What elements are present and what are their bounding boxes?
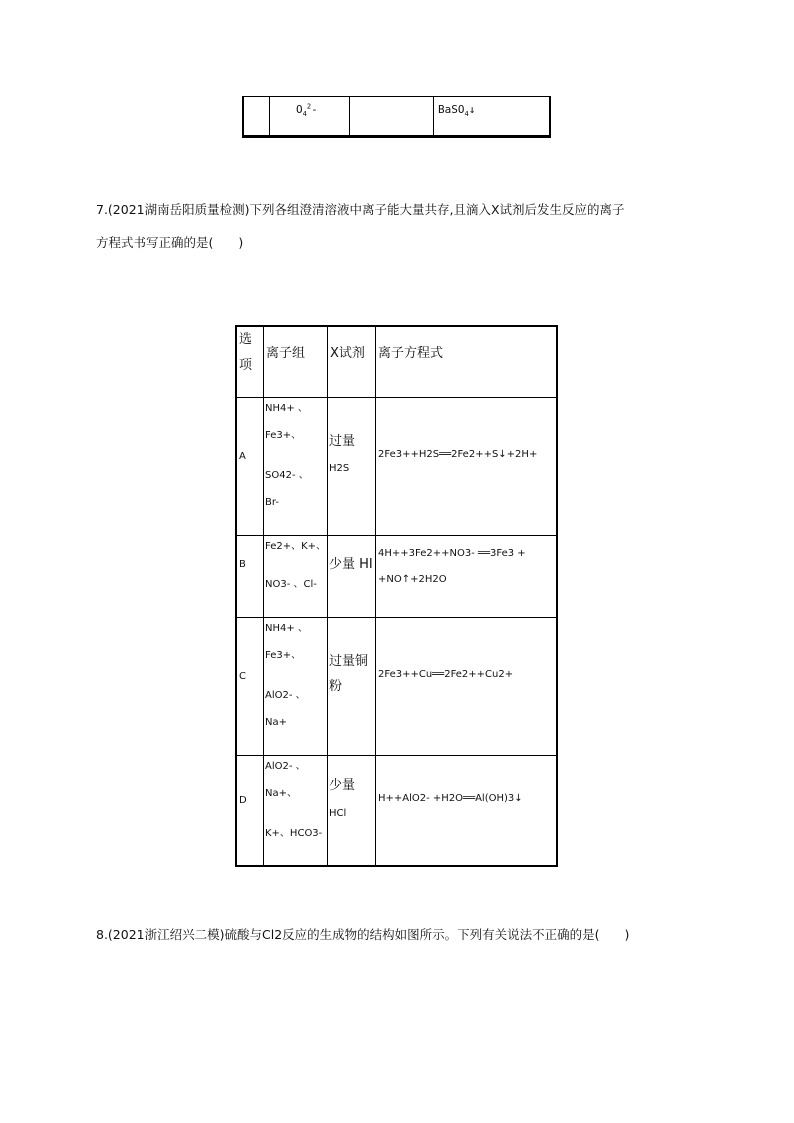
ion-item: SO42- 、 [265,470,309,481]
header-equation: 离子方程式 [378,346,444,361]
reagent-line: 少量 [329,778,356,793]
equation-cell [376,398,556,535]
equation-cell [376,536,556,617]
table-row [237,536,556,618]
table-row [237,756,556,867]
table-cell [350,97,434,135]
equation-text: 2Fe3++Cu══2Fe2++Cu2+ [378,669,514,680]
reagent-cell [328,398,376,535]
option-label: C [239,671,246,682]
table-row [237,398,556,536]
option-label: B [239,559,246,570]
reagent-cell [328,536,376,617]
ion-item: NO3- 、Cl- [265,579,317,590]
header-equation-cell [376,327,556,397]
table-row [237,618,556,756]
equation-text: 2Fe3++H2S══2Fe2++S↓+2H+ [378,449,538,460]
header-option-line2: 项 [239,358,253,373]
table-cell [434,97,549,135]
ions-cell [264,618,328,755]
header-option-line1: 选 [239,332,253,347]
equation-cell [376,756,556,867]
ion-item: Na+、 [265,788,297,799]
reagent-line: 过量 [329,434,356,449]
option-label: A [239,451,246,462]
ions-cell [264,536,328,617]
sulfate-ion-text: $O_4^2-$ [296,102,318,119]
ions-cell [264,756,328,867]
reagent-line: 过量铜 [329,654,369,669]
equation-text: H++AlO2- +H2O══Al(OH)3↓ [378,793,523,804]
ion-item: Fe2+、K+、 [265,541,327,552]
reagent-line: 粉 [329,679,343,694]
question-7-line-2: 方程式书写正确的是( ) [96,235,244,250]
ions-cell [264,398,328,535]
ion-item: Fe3+、 [265,650,302,661]
reagent-line: HCl [329,808,347,819]
ion-item: AlO2- 、 [265,690,306,701]
option-cell [237,398,264,535]
barium-sulfate-text: BaSO$_4$↓ [438,103,476,119]
option-label: D [239,795,247,806]
table-cell [244,97,270,135]
reagent-cell [328,618,376,755]
previous-table-fragment [242,96,551,138]
table-cell [270,97,350,135]
header-ions: 离子组 [266,346,306,361]
reagent-line: 少量 HI [329,557,373,572]
equation-text-line1: 4H++3Fe2++NO3- ══3Fe3 + [378,548,526,559]
ion-item: Fe3+、 [265,430,302,441]
option-cell [237,756,264,867]
ion-item: AlO2- 、 [265,761,306,772]
option-cell [237,536,264,617]
ion-item: Na+ [265,717,287,728]
header-reagent-cell [328,327,376,397]
question-7-line-1: 7.(2021湖南岳阳质量检测)下列各组澄清溶液中离子能大量共存,且滴入X试剂后发生反应的离子 [96,202,625,217]
ion-item: NH4+ 、 [265,403,308,414]
question-8-line-1: 8.(2021浙江绍兴二模)硫酸与Cl2反应的生成物的结构如图所示。下列有关说法不正确的是( ) [96,927,630,942]
table-header-row [237,327,556,398]
header-reagent: X试剂 [330,346,365,361]
header-ions-cell [264,327,328,397]
equation-text-line2: +NO↑+2H2O [378,574,447,585]
ion-item: Br- [265,497,279,508]
reagent-cell [328,756,376,867]
reagent-line: H2S [329,463,350,474]
options-table [235,325,558,867]
option-cell [237,618,264,755]
header-option-cell [237,327,264,397]
equation-cell [376,618,556,755]
ion-item: K+、HCO3- [265,828,323,839]
ion-item: NH4+ 、 [265,623,308,634]
